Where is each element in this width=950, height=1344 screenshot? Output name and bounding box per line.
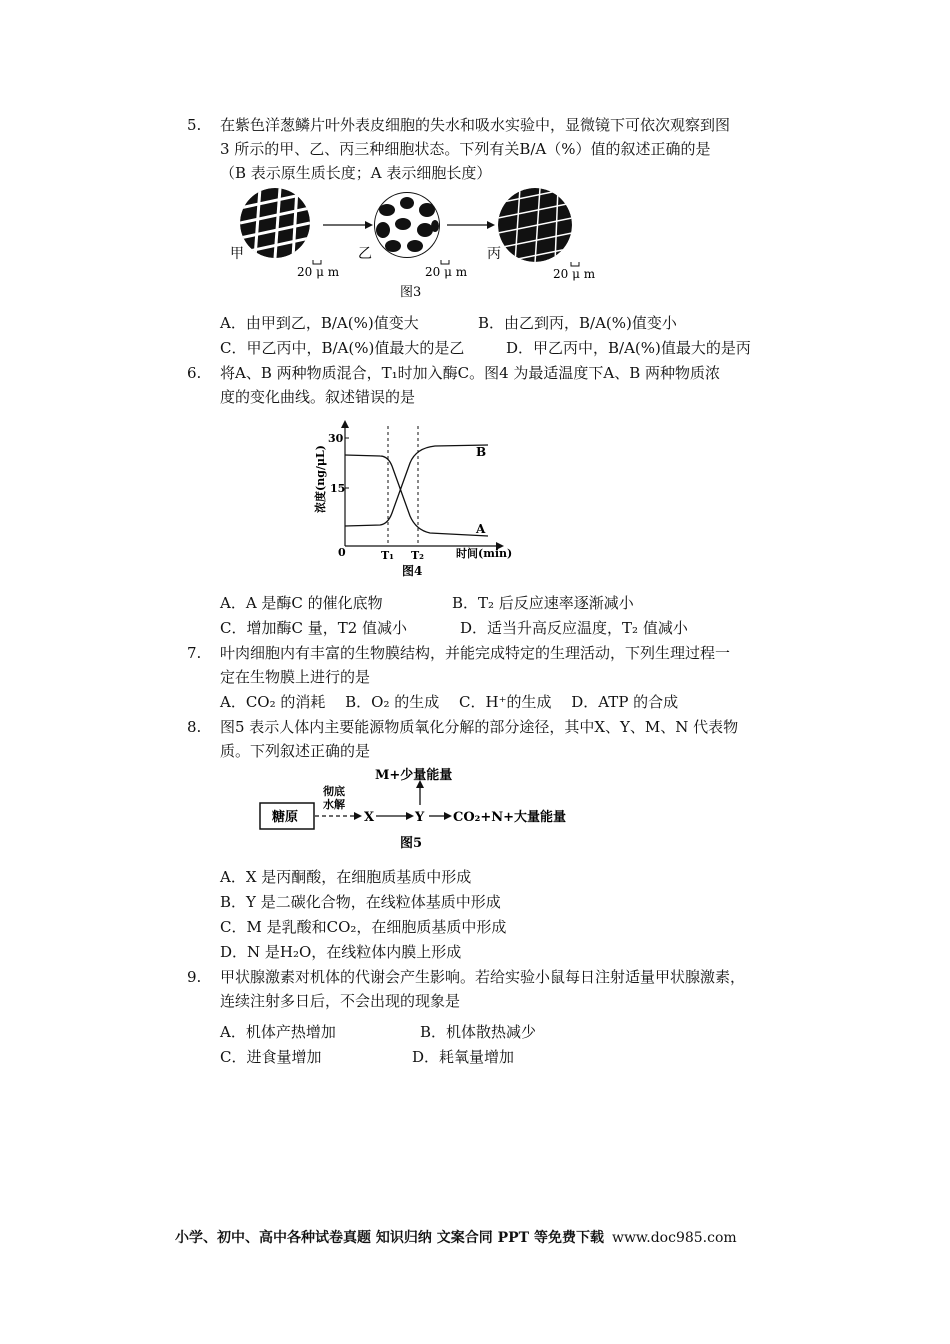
node-y: Y: [415, 810, 425, 825]
cell-state-bing: [498, 188, 572, 263]
box-glycogen-label: 糖原: [272, 810, 299, 825]
question-9-number: 9.: [187, 968, 202, 986]
question-5-number: 5.: [187, 116, 202, 134]
q9-option-a: A．机体产热增加: [220, 1023, 336, 1041]
q9-option-d: D．耗氧量增加: [412, 1048, 515, 1066]
question-6-text-line1: 将A、B 两种物质混合，T₁时加入酶C。图4 为最适温度下A、B 两种物质浓: [220, 364, 721, 382]
question-8-text-line1: 图5 表示人体内主要能源物质氧化分解的部分途径，其中X、Y、M、N 代表物: [220, 718, 739, 736]
figure-3-caption: 图3: [400, 285, 422, 300]
figure-5-pathway: [255, 765, 595, 855]
question-8-text-line2: 质。下列叙述正确的是: [220, 742, 371, 760]
scale-3: 20 μ m: [553, 267, 596, 281]
question-7-number: 7.: [187, 644, 202, 662]
curve-a: [345, 455, 488, 536]
question-6-text-line2: 度的变化曲线。叙述错误的是: [220, 388, 416, 406]
q5-option-c: C．甲乙丙中，B/A(%)值最大的是乙: [220, 339, 465, 357]
q8-option-a: A．X 是丙酮酸，在细胞质基质中形成: [220, 868, 472, 886]
figure-4-caption: 图4: [402, 564, 423, 578]
node-m: M+少量能量: [375, 768, 453, 783]
y-axis-label: 浓度(ng/μL): [314, 445, 327, 513]
label-jia: 甲: [230, 246, 244, 262]
figure-3-cells: [225, 188, 615, 308]
node-x: X: [364, 810, 375, 825]
arrow-label-1: 彻底: [323, 785, 345, 798]
question-7-text-line2: 定在生物膜上进行的是: [220, 668, 371, 686]
curve-a-label: A: [476, 522, 486, 536]
question-6-number: 6.: [187, 364, 202, 382]
x-tick-t1: T₁: [381, 549, 395, 562]
y-tick-30: 30: [328, 432, 344, 445]
q6-option-d: D．适当升高反应温度，T₂ 值减小: [460, 619, 688, 637]
page-footer: [175, 1227, 737, 1247]
question-7-text-line1: 叶肉细胞内有丰富的生物膜结构，并能完成特定的生理活动，下列生理过程一: [220, 644, 731, 662]
q9-option-c: C．进食量增加: [220, 1048, 322, 1066]
footer-url[interactable]: www.doc985.com: [611, 1230, 737, 1246]
question-8-number: 8.: [187, 718, 202, 736]
cell-state-yi: [374, 192, 440, 258]
q5-option-d: D．甲乙丙中，B/A(%)值最大的是丙: [506, 339, 751, 357]
question-5-text-line1: 在紫色洋葱鳞片叶外表皮细胞的失水和吸水实验中，显微镜下可依次观察到图: [220, 116, 731, 134]
figure-4-graph: [310, 418, 540, 583]
node-n: CO₂+N+大量能量: [453, 810, 567, 825]
q6-option-a: A．A 是酶C 的催化底物: [220, 594, 383, 612]
q5-option-b: B．由乙到丙，B/A(%)值变小: [478, 314, 677, 332]
q9-option-b: B．机体散热减少: [420, 1023, 537, 1041]
x-axis-label: 时间(min): [456, 547, 513, 560]
x-origin: 0: [338, 546, 346, 559]
q5-option-a: A．由甲到乙，B/A(%)值变大: [220, 314, 419, 332]
q6-option-b: B．T₂ 后反应速率逐渐减小: [452, 594, 634, 612]
footer-text: 小学、初中、高中各种试卷真题 知识归纳 文案合同 PPT 等免费下载: [175, 1230, 604, 1246]
label-bing: 丙: [487, 246, 501, 262]
q6-option-c: C．增加酶C 量，T2 值减小: [220, 619, 408, 637]
arrow-label-2: 水解: [323, 798, 345, 811]
question-5-text-line2: 3 所示的甲、乙、丙三种细胞状态。下列有关B/A（%）值的叙述正确的是: [220, 140, 711, 158]
figure-5-caption: 图5: [400, 836, 423, 851]
scale-1: 20 μ m: [297, 265, 340, 279]
cell-state-jia: [240, 188, 310, 258]
scale-2: 20 μ m: [425, 265, 468, 279]
question-9-text-line1: 甲状腺激素对机体的代谢会产生影响。若给实验小鼠每日注射适量甲状腺激素，: [220, 968, 746, 986]
q7-options: A．CO₂ 的消耗 B．O₂ 的生成 C．H⁺的生成 D．ATP 的合成: [220, 693, 679, 711]
q8-option-d: D．N 是H₂O，在线粒体内膜上形成: [220, 943, 462, 961]
curve-b-label: B: [476, 445, 487, 459]
label-yi: 乙: [358, 246, 372, 262]
q8-option-c: C．M 是乳酸和CO₂，在细胞质基质中形成: [220, 918, 507, 936]
x-tick-t2: T₂: [411, 549, 425, 562]
q8-option-b: B．Y 是二碳化合物，在线粒体基质中形成: [220, 893, 501, 911]
question-9-text-line2: 连续注射多日后，不会出现的现象是: [220, 992, 461, 1010]
question-5-text-line3: （B 表示原生质长度；A 表示细胞长度）: [220, 164, 492, 182]
y-tick-15: 15: [330, 482, 346, 495]
curve-b: [345, 445, 488, 526]
